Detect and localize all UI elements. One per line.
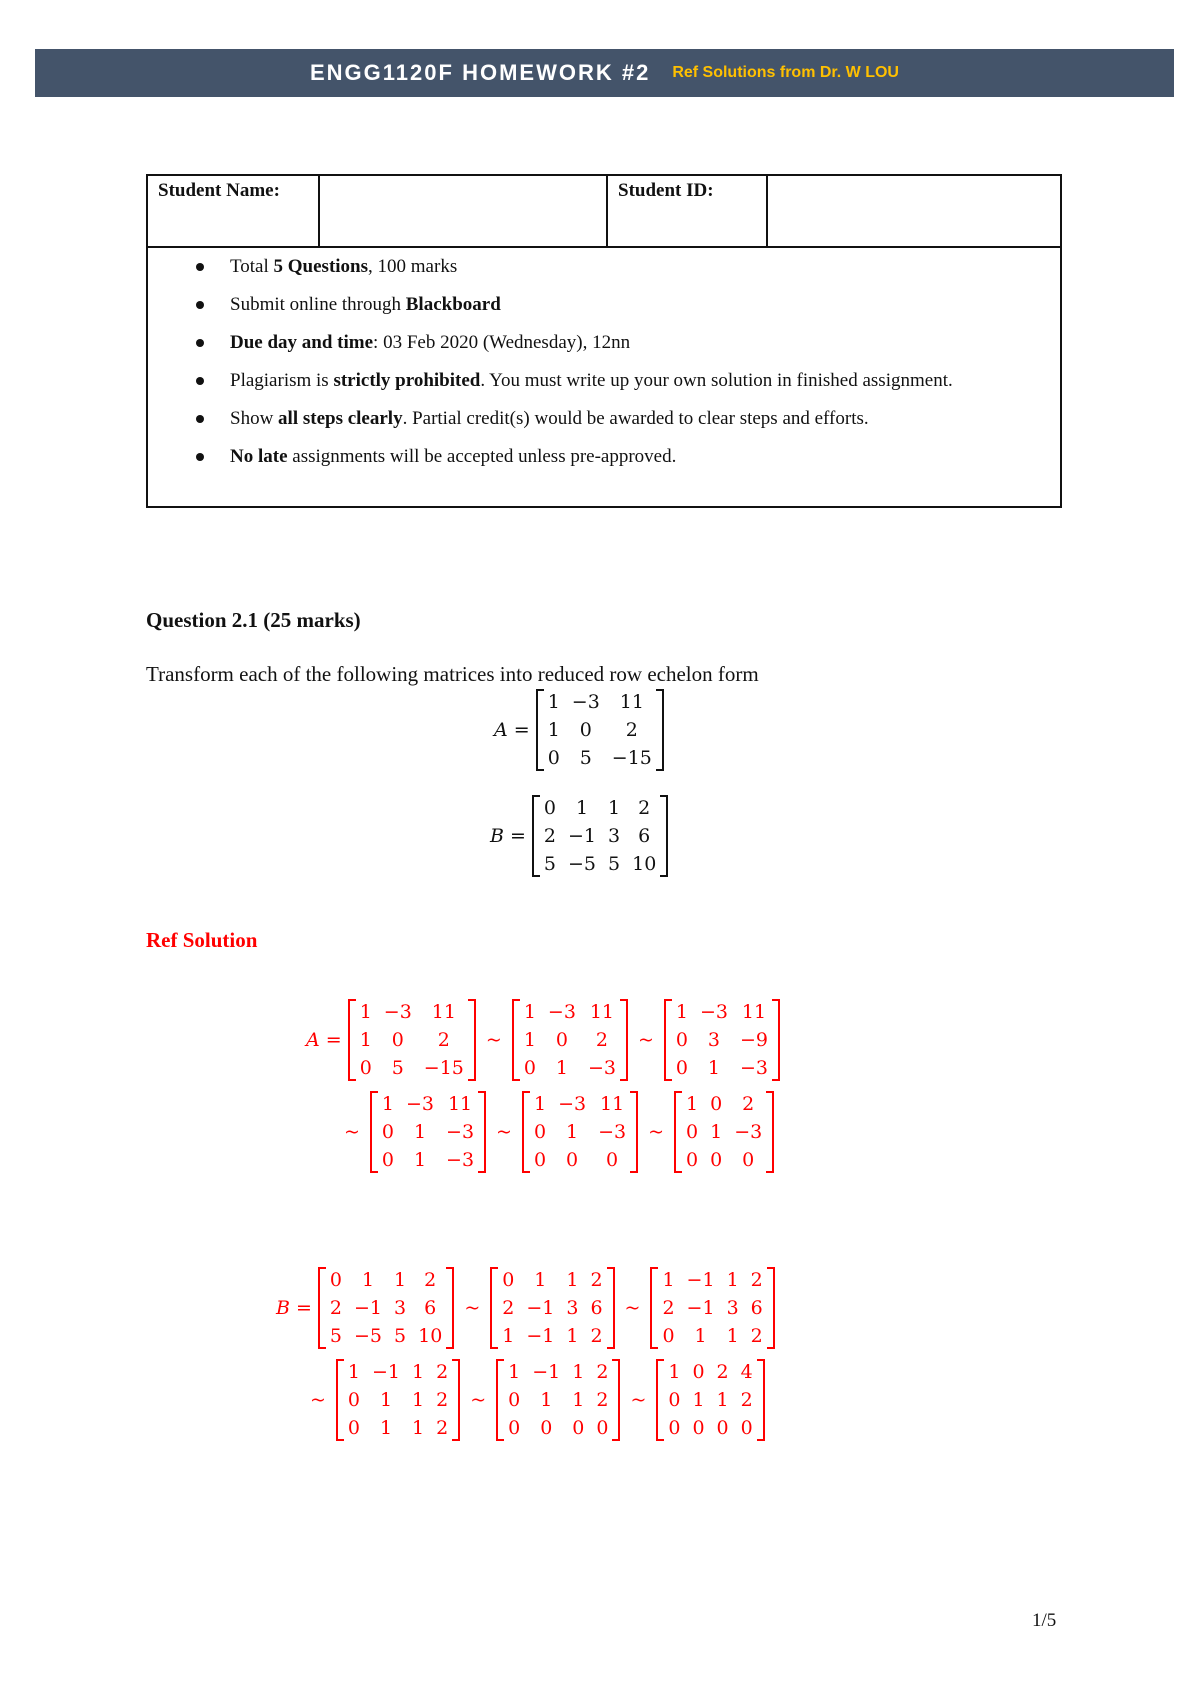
matrix-cell: 4 <box>740 1361 753 1383</box>
matrix-cell: 1 <box>412 1361 425 1383</box>
instruction-text: Plagiarism is <box>230 370 334 391</box>
matrix-cell: 1 <box>413 1149 427 1171</box>
matrix-cell: 10 <box>418 1325 443 1347</box>
matrix-cell: 0 <box>686 1149 699 1171</box>
instruction-emphasis: Blackboard <box>405 294 501 315</box>
matrix-cell: 0 <box>566 1149 579 1171</box>
matrix-cell: 0 <box>668 1417 681 1439</box>
row-equivalence-symbol: ~ <box>496 1121 512 1143</box>
matrix-cell: 0 <box>347 1389 361 1411</box>
solution-b-step-1 <box>336 1358 460 1442</box>
solution-b-step-2 <box>496 1358 620 1442</box>
matrix-cell: 1 <box>692 1389 705 1411</box>
matrix-cell: 5 <box>579 747 592 769</box>
row-equivalence-symbol: ~ <box>630 1389 647 1411</box>
matrix-cell: 2 <box>742 1093 755 1115</box>
matrix-cell: 1 <box>508 1361 521 1383</box>
matrix-cell: 5 <box>543 853 557 875</box>
matrix-cell: 0 <box>523 1057 536 1079</box>
instruction-text: Show <box>230 408 279 429</box>
matrix-a-definition <box>494 688 664 772</box>
matrix-cell: 6 <box>590 1297 603 1319</box>
instruction-item <box>196 406 1060 432</box>
row-equivalence-symbol: ~ <box>648 1121 665 1143</box>
matrix-cell: 1 <box>413 1121 427 1143</box>
matrix-cell: 2 <box>596 1361 609 1383</box>
matrix-cell: 0 <box>572 1417 585 1439</box>
matrix-cell: 2 <box>750 1325 763 1347</box>
matrix-cell: 0 <box>347 1417 361 1439</box>
solution-a-step-3 <box>674 1090 774 1174</box>
matrix-a <box>536 688 664 772</box>
matrix-cell: 3 <box>726 1297 739 1319</box>
matrix-cell: 0 <box>675 1029 688 1051</box>
matrix-cell: 2 <box>595 1029 608 1051</box>
matrix-cell: 1 <box>534 1269 547 1291</box>
matrix-cell: 5 <box>391 1057 404 1079</box>
instruction-text: : 03 Feb 2020 (Wednesday), 12nn <box>373 332 631 353</box>
matrix-cell: 1 <box>716 1389 729 1411</box>
matrix-cell: −3 <box>734 1121 763 1143</box>
matrix-cell: 1 <box>566 1325 579 1347</box>
matrix-cell: 1 <box>412 1389 425 1411</box>
matrix-cell: 0 <box>692 1417 705 1439</box>
student-info-row <box>148 176 1060 248</box>
matrix-cell: 0 <box>508 1417 521 1439</box>
matrix-cell: 1 <box>710 1121 723 1143</box>
solution-a-step-3 <box>664 998 780 1082</box>
matrix-cell: 1 <box>359 1029 372 1051</box>
matrix-cell: 1 <box>572 1389 585 1411</box>
matrix-cell: 2 <box>437 1029 450 1051</box>
matrix-cell: 0 <box>579 719 592 741</box>
matrix-cell: 11 <box>447 1093 473 1115</box>
matrix-cell: 1 <box>347 1361 361 1383</box>
matrix-cell: 2 <box>543 825 557 847</box>
matrix-cell: 0 <box>740 1417 753 1439</box>
matrix-cell: −3 <box>547 1001 576 1023</box>
student-name-field[interactable] <box>320 176 608 246</box>
matrix-cell: 1 <box>566 1121 579 1143</box>
solution-b-line-1 <box>276 1266 775 1350</box>
matrix-cell: 6 <box>638 825 651 847</box>
instruction-text: . Partial credit(s) would be awarded to clear steps and efforts. <box>402 408 869 429</box>
matrix-cell: 2 <box>596 1389 609 1411</box>
matrix-cell: −1 <box>686 1297 715 1319</box>
instruction-item <box>196 292 1060 318</box>
matrix-cell: −15 <box>423 1057 464 1079</box>
matrix-cell: 1 <box>502 1325 515 1347</box>
solution-a-step-2 <box>512 998 628 1082</box>
matrix-a-label: A = <box>494 719 530 741</box>
matrix-cell: 0 <box>381 1121 395 1143</box>
matrix-cell: −1 <box>568 825 597 847</box>
matrix-cell: 0 <box>391 1029 404 1051</box>
matrix-cell: 2 <box>625 719 638 741</box>
matrix-cell: −1 <box>354 1297 383 1319</box>
matrix-cell: −3 <box>571 691 600 713</box>
solution-a-step-2 <box>522 1090 638 1174</box>
matrix-cell: 3 <box>608 825 621 847</box>
matrix-cell: 1 <box>572 1361 585 1383</box>
matrix-cell: 2 <box>740 1389 753 1411</box>
student-id-field[interactable] <box>768 176 1060 246</box>
matrix-cell: 0 <box>716 1417 729 1439</box>
solution-a-line-2 <box>334 1090 774 1174</box>
matrix-cell: 1 <box>533 1093 547 1115</box>
matrix-cell: 1 <box>394 1269 407 1291</box>
solution-a-line-1 <box>306 998 780 1082</box>
matrix-cell: 3 <box>394 1297 407 1319</box>
matrix-cell: 2 <box>436 1361 449 1383</box>
matrix-cell: 1 <box>523 1029 536 1051</box>
instruction-text: assignments will be accepted unless pre-approved. <box>287 446 677 467</box>
question-title: Question 2.1 (25 marks) <box>146 608 361 632</box>
matrix-cell: −3 <box>383 1001 412 1023</box>
matrix-cell: −5 <box>354 1325 383 1347</box>
matrix-cell: −15 <box>611 747 652 769</box>
instruction-emphasis: 5 Questions <box>273 256 369 277</box>
matrix-cell: −3 <box>699 1001 728 1023</box>
matrix-cell: 0 <box>662 1325 675 1347</box>
matrix-cell: 1 <box>547 719 560 741</box>
matrix-cell: 0 <box>540 1417 553 1439</box>
matrix-cell: 0 <box>742 1149 755 1171</box>
matrix-cell: 0 <box>675 1057 688 1079</box>
matrix-cell: 0 <box>543 797 557 819</box>
solution-title: Ref Solution <box>146 928 258 952</box>
matrix-cell: 5 <box>394 1325 407 1347</box>
row-equivalence-symbol: ~ <box>344 1121 360 1143</box>
matrix-cell: −3 <box>598 1121 627 1143</box>
matrix-cell: −1 <box>372 1361 401 1383</box>
student-info-table <box>146 174 1062 508</box>
matrix-cell: −3 <box>446 1149 475 1171</box>
matrix-cell: −3 <box>558 1093 587 1115</box>
row-equivalence-symbol: ~ <box>485 1029 502 1051</box>
row-equivalence-symbol: ~ <box>637 1029 654 1051</box>
matrix-b-definition <box>490 794 668 878</box>
instruction-text: Submit online through <box>230 294 406 315</box>
matrix-cell: 1 <box>686 1093 699 1115</box>
matrix-cell: 1 <box>726 1325 739 1347</box>
matrix-cell: 1 <box>694 1325 707 1347</box>
matrix-cell: 0 <box>502 1269 515 1291</box>
matrix-cell: 1 <box>523 1001 536 1023</box>
matrix-cell: 0 <box>710 1149 723 1171</box>
matrix-cell: 1 <box>540 1389 553 1411</box>
matrix-cell: 2 <box>638 797 651 819</box>
matrix-cell: 0 <box>606 1149 619 1171</box>
matrix-cell: 1 <box>726 1269 739 1291</box>
matrix-cell: 2 <box>590 1269 603 1291</box>
matrix-cell: 0 <box>381 1149 395 1171</box>
matrix-cell: 1 <box>359 1001 372 1023</box>
instruction-item <box>196 444 1060 470</box>
instruction-item <box>196 254 1060 280</box>
matrix-cell: 1 <box>566 1269 579 1291</box>
solution-a-step-1 <box>370 1090 486 1174</box>
matrix-cell: 1 <box>555 1057 568 1079</box>
matrix-cell: −1 <box>526 1325 555 1347</box>
matrix-cell: 1 <box>379 1389 393 1411</box>
student-name-label: Student Name: <box>148 176 320 246</box>
matrix-cell: −5 <box>568 853 597 875</box>
matrix-cell: 1 <box>675 1001 688 1023</box>
matrix-cell: −3 <box>587 1057 616 1079</box>
matrix-cell: 3 <box>707 1029 721 1051</box>
header-bar <box>35 49 1174 97</box>
matrix-cell: 10 <box>632 853 657 875</box>
matrix-cell: 1 <box>668 1361 681 1383</box>
matrix-cell: 1 <box>379 1417 393 1439</box>
matrix-cell: −1 <box>532 1361 561 1383</box>
matrix-cell: 2 <box>590 1325 603 1347</box>
matrix-cell: 11 <box>741 1001 767 1023</box>
solution-b-step-3 <box>656 1358 764 1442</box>
instruction-emphasis: all steps clearly <box>278 408 403 429</box>
solution-b-label: B = <box>276 1297 312 1319</box>
document-title: ENGG1120F HOMEWORK #2 <box>310 60 651 85</box>
matrix-cell: 0 <box>686 1121 699 1143</box>
document-subtitle: Ref Solutions from Dr. W LOU <box>672 64 899 81</box>
matrix-cell: 0 <box>596 1417 609 1439</box>
instruction-emphasis: strictly prohibited <box>333 370 481 391</box>
matrix-cell: 6 <box>750 1297 763 1319</box>
row-equivalence-symbol: ~ <box>624 1297 641 1319</box>
matrix-cell: 1 <box>707 1057 721 1079</box>
matrix-cell: −3 <box>739 1057 768 1079</box>
solution-a-step-1 <box>348 998 476 1082</box>
matrix-cell: 2 <box>436 1389 449 1411</box>
matrix-b <box>532 794 668 878</box>
matrix-b-label: B = <box>490 825 526 847</box>
matrix-a-grid <box>536 688 664 772</box>
instruction-emphasis: Due day and time <box>230 332 374 353</box>
page-number: 1/5 <box>1032 1610 1057 1631</box>
matrix-cell: 1 <box>547 691 560 713</box>
instruction-text: , 100 marks <box>368 256 458 277</box>
instructions-list <box>148 248 1060 506</box>
solution-a-label: A = <box>306 1029 342 1051</box>
solution-b-step-2 <box>490 1266 614 1350</box>
matrix-cell: 2 <box>424 1269 437 1291</box>
matrix-cell: 1 <box>381 1093 395 1115</box>
matrix-cell: −1 <box>526 1297 555 1319</box>
question-text: Transform each of the following matrices into reduced row echelon form <box>146 662 759 686</box>
matrix-cell: 2 <box>502 1297 515 1319</box>
row-equivalence-symbol: ~ <box>310 1389 326 1411</box>
matrix-cell: 1 <box>412 1417 425 1439</box>
matrix-cell: 5 <box>608 853 621 875</box>
instruction-text: Total <box>230 256 274 277</box>
row-equivalence-symbol: ~ <box>464 1297 481 1319</box>
solution-b-line-2 <box>300 1358 765 1442</box>
matrix-cell: 2 <box>662 1297 675 1319</box>
matrix-cell: 0 <box>710 1093 723 1115</box>
instruction-text: . You must write up your own solution in finished assignment. <box>480 370 953 391</box>
matrix-cell: 0 <box>547 747 560 769</box>
matrix-cell: −9 <box>739 1029 768 1051</box>
matrix-cell: 0 <box>692 1361 705 1383</box>
matrix-cell: 5 <box>329 1325 343 1347</box>
matrix-b-grid <box>532 794 668 878</box>
matrix-cell: 1 <box>608 797 621 819</box>
matrix-cell: 0 <box>533 1121 547 1143</box>
matrix-cell: 0 <box>555 1029 568 1051</box>
solution-b-step-1 <box>318 1266 454 1350</box>
matrix-cell: 1 <box>575 797 589 819</box>
matrix-cell: 0 <box>359 1057 372 1079</box>
matrix-cell: 2 <box>329 1297 343 1319</box>
instruction-item <box>196 330 1060 356</box>
matrix-cell: 6 <box>424 1297 437 1319</box>
instruction-emphasis: No late <box>230 446 288 467</box>
matrix-cell: 3 <box>566 1297 579 1319</box>
matrix-cell: 0 <box>668 1389 681 1411</box>
matrix-cell: 0 <box>508 1389 521 1411</box>
matrix-cell: 11 <box>599 1093 625 1115</box>
solution-b-step-3 <box>650 1266 774 1350</box>
row-equivalence-symbol: ~ <box>470 1389 487 1411</box>
matrix-cell: 1 <box>662 1269 675 1291</box>
matrix-cell: 11 <box>619 691 644 713</box>
matrix-cell: 11 <box>431 1001 456 1023</box>
instruction-item <box>196 368 1060 394</box>
matrix-cell: 0 <box>533 1149 547 1171</box>
matrix-cell: −3 <box>446 1121 475 1143</box>
matrix-cell: 1 <box>361 1269 375 1291</box>
student-id-label: Student ID: <box>608 176 768 246</box>
matrix-cell: −1 <box>686 1269 715 1291</box>
matrix-cell: 2 <box>436 1417 449 1439</box>
matrix-cell: 2 <box>750 1269 763 1291</box>
matrix-cell: 11 <box>589 1001 615 1023</box>
matrix-cell: 2 <box>716 1361 729 1383</box>
matrix-cell: 0 <box>329 1269 343 1291</box>
matrix-cell: −3 <box>406 1093 435 1115</box>
